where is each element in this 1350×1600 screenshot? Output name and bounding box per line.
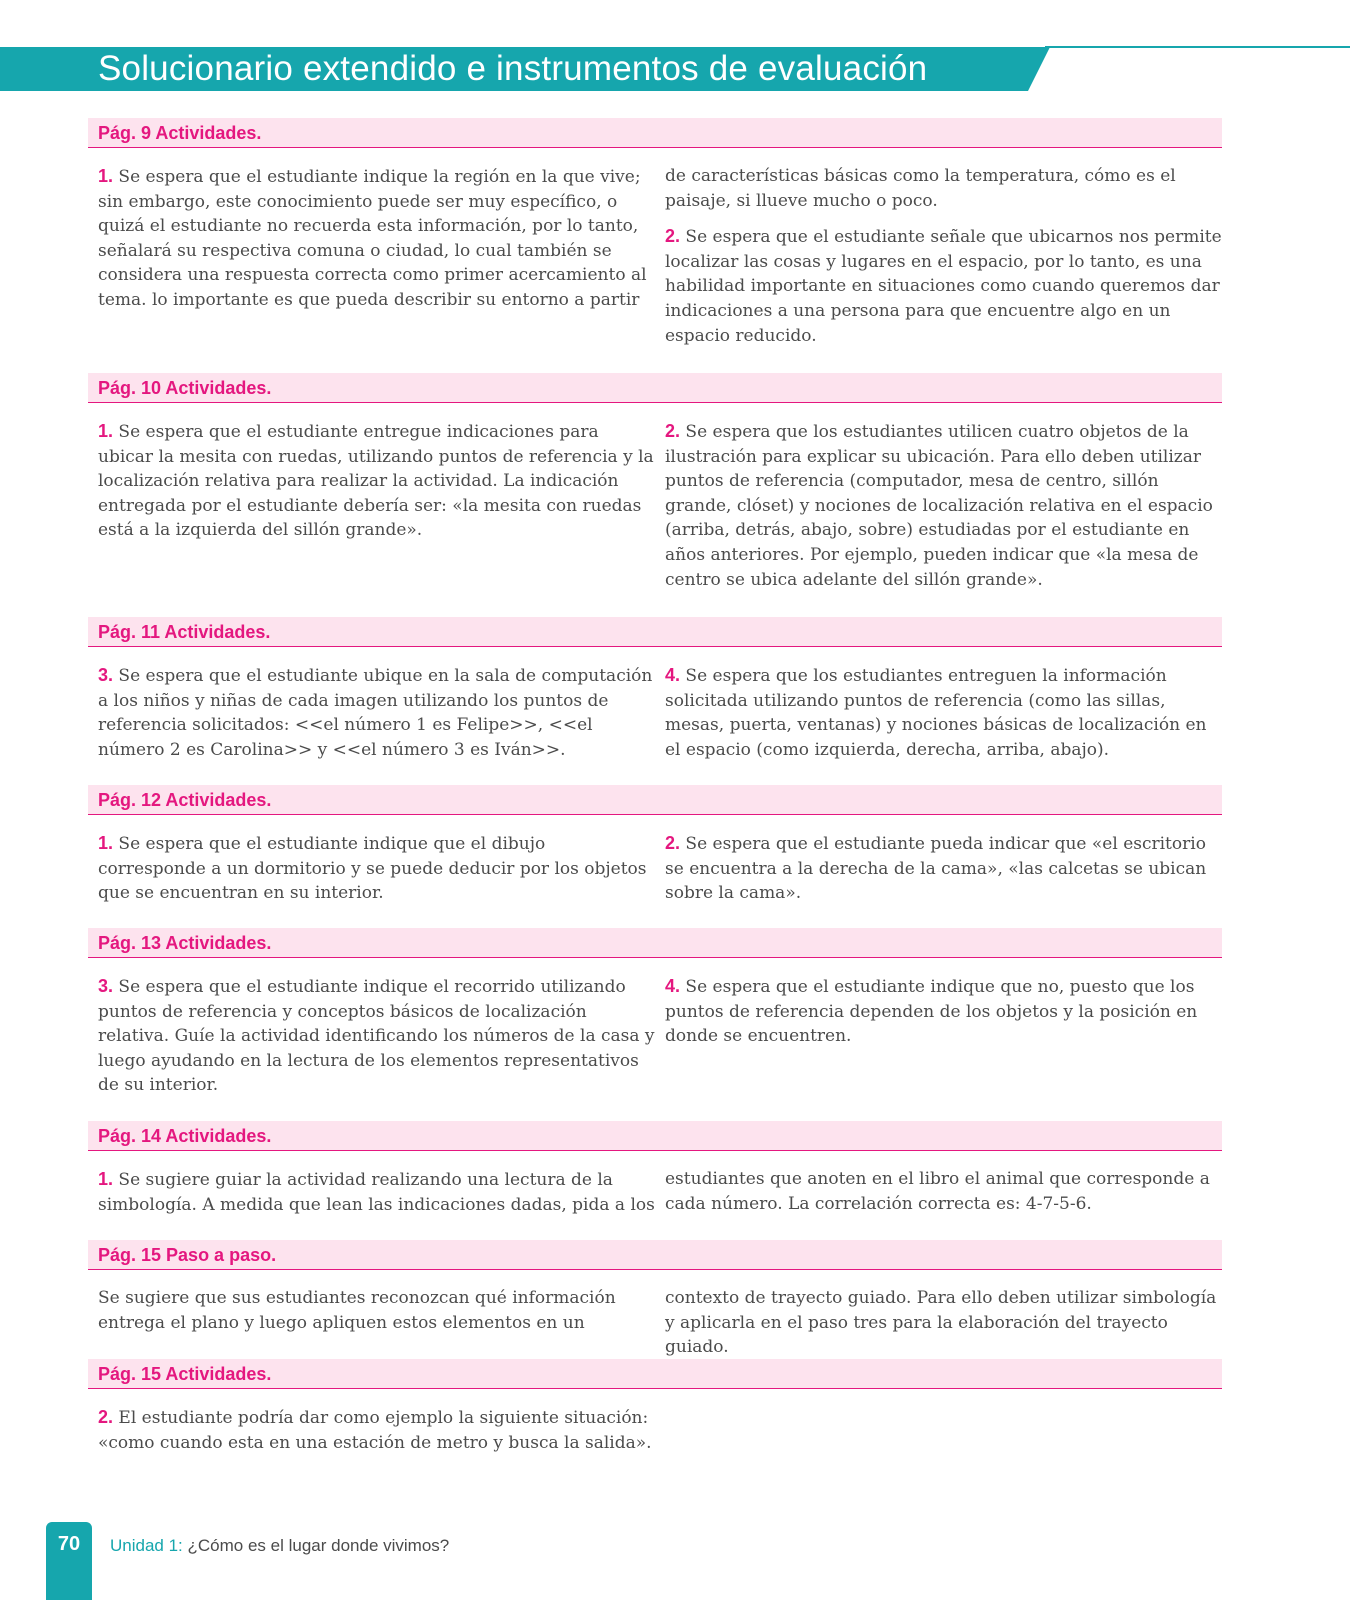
column-left — [88, 419, 665, 603]
item-number: 2. — [665, 833, 681, 853]
answer-text: estudiantes que anoten en el libro el animal que corresponde a cada número. La correlación correcta es: 4-7-5-6. — [665, 1169, 1210, 1214]
answer-paragraph — [98, 663, 655, 762]
item-number: 3. — [98, 976, 114, 996]
answer-paragraph — [665, 419, 1222, 592]
item-number: 4. — [665, 665, 681, 685]
column-left — [88, 663, 665, 773]
answer-text: Se espera que el estudiante indique que no, puesto que los puntos de referencia dependen de los objetos y la posición en donde se encuentren. — [665, 977, 1198, 1047]
item-number: 1. — [98, 1169, 114, 1189]
answer-paragraph — [665, 974, 1222, 1049]
answer-paragraph — [665, 1286, 1222, 1360]
answer-paragraph — [98, 974, 655, 1098]
answer-paragraph — [98, 1167, 655, 1217]
answer-text: Se espera que el estudiante pueda indicar que «el escritorio se encuentra a la derecha de la cama», «las calcetas se ubican sobre la cama». — [665, 834, 1207, 904]
item-number: 3. — [98, 665, 114, 685]
column-right — [665, 1167, 1222, 1228]
column-right — [665, 663, 1222, 773]
answer-text: Se espera que el estudiante indique la región en la que vive; sin embargo, este conocimiento puede ser muy específico, o quizá el estudiante no recuerda esta información, por lo tanto, señalará su respectiva comuna o ciudad, lo cual también se considera una respuesta correcta como primer acercamiento al tema. lo importante es que pueda describir su entorno a partir — [98, 167, 647, 310]
unit-title: ¿Cómo es el lugar donde vivimos? — [187, 1536, 450, 1555]
section — [88, 617, 1222, 773]
answer-paragraph — [665, 831, 1222, 906]
column-right — [665, 974, 1222, 1109]
answer-paragraph — [98, 164, 655, 313]
section — [88, 373, 1222, 603]
item-number: 2. — [665, 226, 681, 247]
item-number: 1. — [98, 166, 114, 186]
answer-text: Se espera que los estudiantes entreguen la información solicitada utilizando puntos de referencia (como las sillas, mesas, puerta, ventanas) y nociones básicas de localización en el espacio (como izquierda, derecha, arriba, abajo). — [665, 666, 1207, 760]
item-number: 1. — [98, 421, 114, 441]
answer-text: Se espera que el estudiante indique el recorrido utilizando puntos de referencia y conceptos básicos de localización relativa. Guíe la actividad identificando los números de la casa y luego ayudando en la lectura de los elementos representativos de su interior. — [98, 977, 655, 1096]
answer-paragraph — [665, 224, 1222, 348]
unit-label: Unidad 1: — [110, 1536, 183, 1555]
section — [88, 1240, 1222, 1371]
column-right — [665, 1405, 1222, 1466]
column-left — [88, 831, 665, 917]
answer-paragraph — [98, 831, 655, 906]
answer-text: Se espera que el estudiante entregue indicaciones para ubicar la mesita con ruedas, utilizando puntos de referencia y la localización relativa para realizar la actividad. La indicación entregada por el estudiante debería ser: «la mesita con ruedas está a la izquierda del sillón grande». — [98, 422, 654, 541]
item-number: 2. — [665, 421, 681, 441]
answer-paragraph — [665, 663, 1222, 762]
column-left — [88, 164, 665, 359]
column-right — [665, 419, 1222, 603]
header-rule — [1045, 46, 1350, 48]
section-heading: Pág. 9 Actividades. — [88, 118, 1222, 148]
column-left — [88, 974, 665, 1109]
answer-paragraph — [665, 1167, 1222, 1216]
section — [88, 118, 1222, 359]
answer-text: Se sugiere guiar la actividad realizando una lectura de la simbología. A medida que lean las indicaciones dadas, pida a los — [98, 1170, 655, 1215]
section-heading: Pág. 14 Actividades. — [88, 1121, 1222, 1151]
section-heading: Pág. 11 Actividades. — [88, 617, 1222, 647]
answer-text: contexto de trayecto guiado. Para ello deben utilizar simbología y aplicarla en el paso tres para la elaboración del trayecto guiado. — [665, 1288, 1217, 1358]
section-heading: Pág. 13 Actividades. — [88, 928, 1222, 958]
column-left — [88, 1167, 665, 1228]
section — [88, 1121, 1222, 1228]
section-heading: Pág. 10 Actividades. — [88, 373, 1222, 403]
page-title: Solucionario extendido e instrumentos de evaluación — [98, 49, 928, 88]
section-heading: Pág. 12 Actividades. — [88, 785, 1222, 815]
answer-text: Se espera que los estudiantes utilicen cuatro objetos de la ilustración para explicar su ubicación. Para ello deben utilizar puntos de referencia (computador, mesa de centro, sillón grande, clóset) y nociones de localización relativa en el espacio (arriba, detrás, abajo, sobre) estudiadas por el estudiante en años anteriores. Por ejemplo, pueden indicar que «la mesa de centro se ubica adelante del sillón grande». — [665, 422, 1213, 590]
item-number: 1. — [98, 833, 114, 853]
answer-text: El estudiante podría dar como ejemplo la siguiente situación: «como cuando esta en una estación de metro y busca la salida». — [98, 1408, 652, 1453]
section-heading: Pág. 15 Paso a paso. — [88, 1240, 1222, 1270]
item-number: 2. — [98, 1407, 114, 1427]
answer-text: Se espera que el estudiante indique que el dibujo corresponde a un dormitorio y se puede deducir por los objetos que se encuentran en su interior. — [98, 834, 647, 904]
answer-text: Se sugiere que sus estudiantes reconozcan qué información entrega el plano y luego apliquen estos elementos en un — [98, 1288, 616, 1333]
section — [88, 1359, 1222, 1466]
column-right — [665, 831, 1222, 917]
page-number: 70 — [57, 1533, 81, 1555]
answer-paragraph — [98, 1286, 655, 1335]
answer-paragraph — [665, 164, 1222, 213]
section-heading: Pág. 15 Actividades. — [88, 1359, 1222, 1389]
section — [88, 785, 1222, 917]
answer-paragraph — [98, 419, 655, 543]
answer-text: de características básicas como la temperatura, cómo es el paisaje, si llueve mucho o poco. — [665, 166, 1176, 211]
footer-unit — [110, 1536, 449, 1556]
answer-paragraph — [98, 1405, 655, 1455]
answer-text: Se espera que el estudiante ubique en la sala de computación a los niños y niñas de cada imagen utilizando los puntos de referencia solicitados: <<el número 1 es Felipe>>, <<el número 2 es Carolina>> y <<el número 3 es Iván>>. — [98, 666, 653, 760]
column-right — [665, 164, 1222, 359]
answer-text: Se espera que el estudiante señale que ubicarnos nos permite localizar las cosas y lugares en el espacio, por lo tanto, es una habilidad importante en situaciones como cuando queremos dar indicaciones a una persona para que encuentre algo en un espacio reducido. — [665, 227, 1222, 346]
section — [88, 928, 1222, 1109]
item-number: 4. — [665, 976, 681, 996]
column-left — [88, 1405, 665, 1466]
